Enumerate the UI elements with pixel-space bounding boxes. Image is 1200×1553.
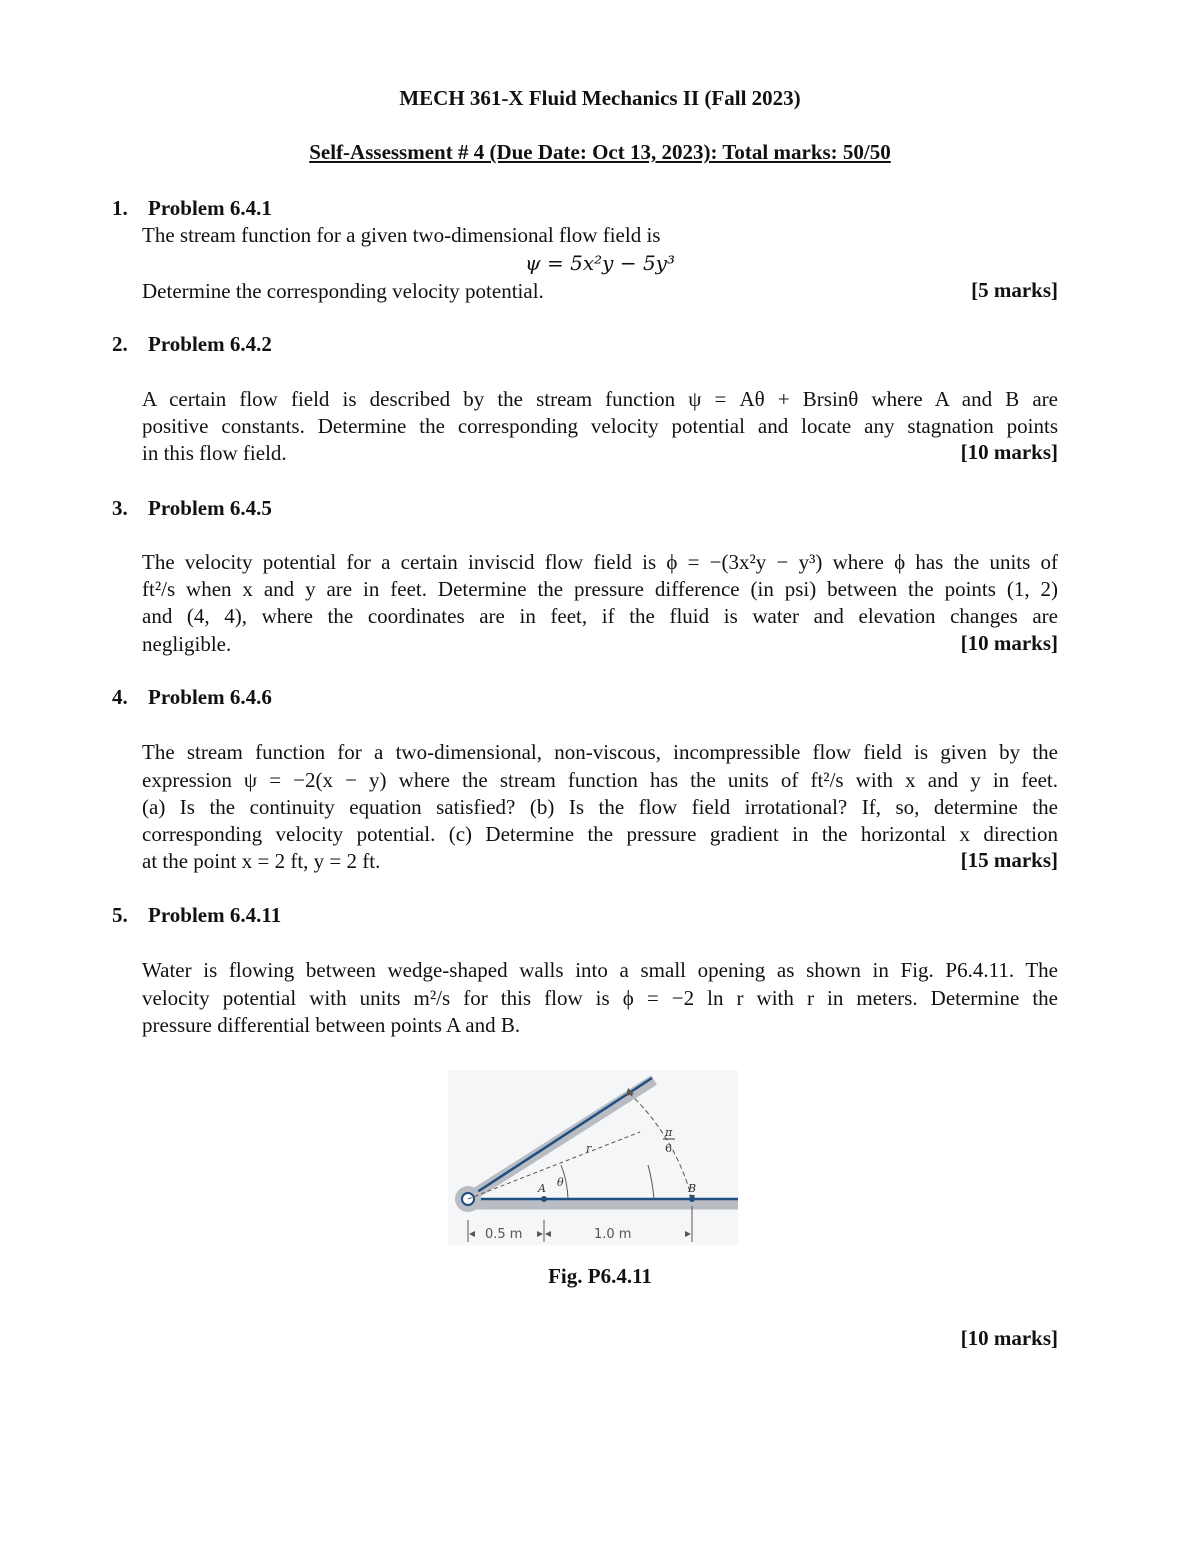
dimension-0-5m: 0.5 m [485, 1227, 523, 1242]
problem-1-heading: 1. Problem 6.4.1 [112, 196, 272, 220]
stream-function-equation: ψ = 5x²y − 5y³ [525, 251, 675, 275]
problem-2-line-2: positive constants. Determine the corresponding velocity potential and locate any stagnation points [142, 414, 1058, 438]
label-theta: θ [557, 1176, 564, 1189]
problem-1-equation [0, 250, 1200, 276]
page-title: MECH 361-X Fluid Mechanics II (Fall 2023) [399, 86, 801, 110]
problem-2-marks: [10 marks] [960, 440, 1058, 464]
problem-3-line-4: negligible. [142, 632, 232, 656]
problem-4-line-3: (a) Is the continuity equation satisfied? (b) Is the flow field irrotational? If, so, determine the [142, 795, 1058, 819]
problem-1-task: Determine the corresponding velocity potential. [142, 279, 544, 303]
problem-5-line-2: velocity potential with units m²/s for this flow is ϕ = −2 ln r with r in meters. Determine the [142, 986, 1058, 1010]
label-pi: π [665, 1126, 673, 1139]
problem-4-heading: 4. Problem 6.4.6 [112, 685, 272, 709]
problem-3-marks: [10 marks] [960, 631, 1058, 655]
problem-2-line-3: in this flow field. [142, 441, 287, 465]
problem-3-line-2: ft²/s when x and y are in feet. Determine the pressure difference (in psi) between the points (1, 2) [142, 577, 1058, 601]
label-r: r [586, 1142, 592, 1155]
problem-4-line-1: The stream function for a two-dimensional, non-viscous, incompressible flow field is given by the [142, 740, 1058, 764]
problem-1-intro: The stream function for a given two-dimensional flow field is [142, 223, 661, 247]
figure-background [448, 1070, 738, 1245]
problem-4-marks: [15 marks] [960, 848, 1058, 872]
problem-1-marks: [5 marks] [971, 278, 1058, 302]
label-b: B [688, 1182, 697, 1195]
figure-caption: Fig. P6.4.11 [548, 1264, 652, 1288]
problem-3-heading: 3. Problem 6.4.5 [112, 496, 272, 520]
problem-4-line-4: corresponding velocity potential. (c) Determine the pressure gradient in the horizontal x direction [142, 822, 1058, 846]
problem-2-heading: 2. Problem 6.4.2 [112, 332, 272, 356]
assignment-subtitle: Self-Assessment # 4 (Due Date: Oct 13, 2023): Total marks: 50/50 [309, 140, 891, 164]
wedge-flow-figure [448, 1070, 738, 1245]
problem-3-line-1: The velocity potential for a certain inviscid flow field is ϕ = −(3x²y − y³) where ϕ has the units of [142, 550, 1058, 574]
problem-2-line-1: A certain flow field is described by the stream function ψ = Aθ + Brsinθ where A and B are [142, 387, 1058, 411]
label-a: A [538, 1182, 546, 1195]
dimension-1-0m: 1.0 m [594, 1227, 632, 1242]
problem-5-line-1: Water is flowing between wedge-shaped walls into a small opening as shown in Fig. P6.4.11. The [142, 958, 1058, 982]
problem-5-marks: [10 marks] [960, 1326, 1058, 1350]
problem-4-line-5: at the point x = 2 ft, y = 2 ft. [142, 849, 381, 873]
problem-5-line-3: pressure differential between points A and B. [142, 1013, 521, 1037]
label-six: 6 [665, 1142, 672, 1155]
point-b-marker [689, 1196, 695, 1202]
problem-3-line-3: and (4, 4), where the coordinates are in feet, if the fluid is water and elevation changes are [142, 604, 1058, 628]
problem-4-line-2: expression ψ = −2(x − y) where the stream function has the units of ft²/s with x and y in feet. [142, 768, 1058, 792]
point-a-marker [541, 1196, 547, 1202]
problem-5-heading: 5. Problem 6.4.11 [112, 903, 282, 927]
